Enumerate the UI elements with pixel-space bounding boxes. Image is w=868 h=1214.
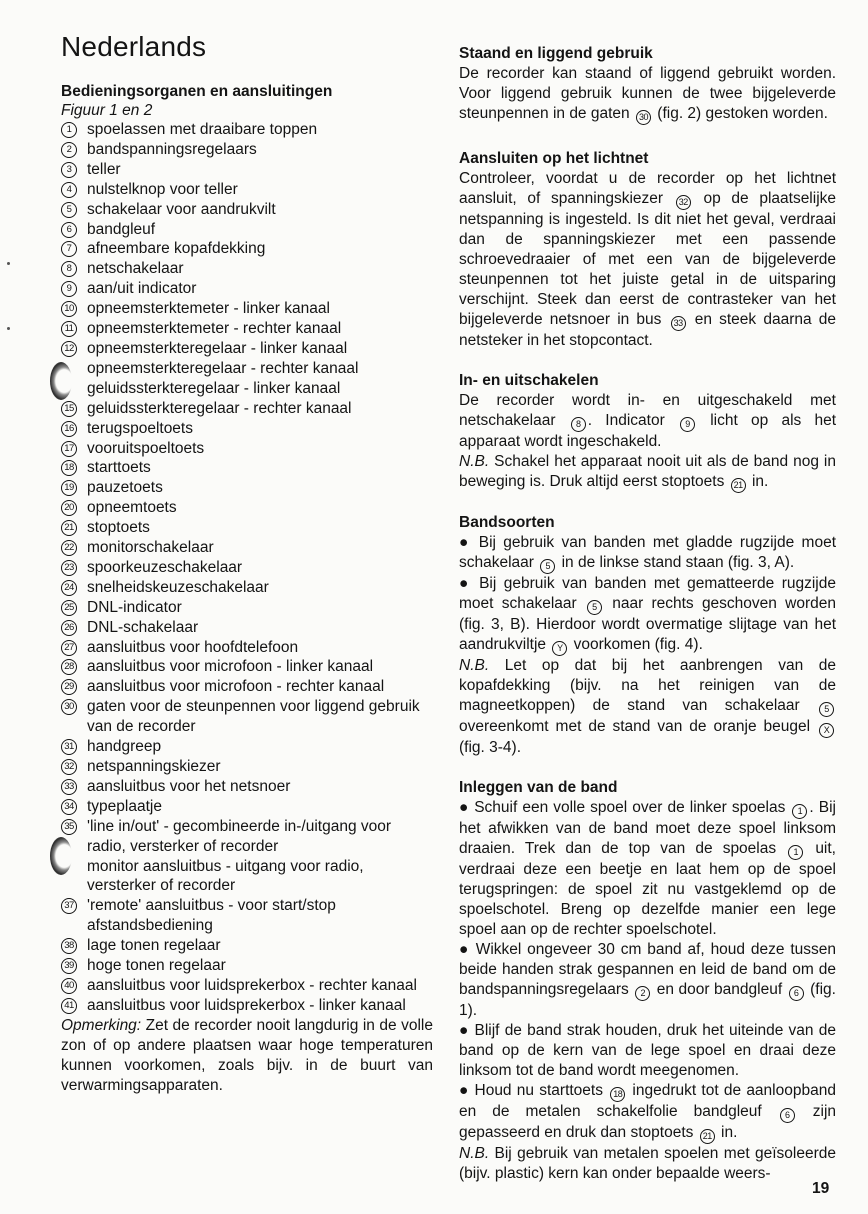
ref-number: 21	[731, 478, 746, 493]
item-number: 5	[61, 202, 77, 218]
section-heading: In- en uitschakelen	[459, 372, 599, 389]
bullet-icon: ●	[459, 1022, 470, 1039]
item-number: 30	[61, 699, 77, 715]
text-span: (fig. 3-4).	[459, 739, 522, 756]
controls-heading: Bedieningsorganen en aansluitingen	[61, 83, 333, 100]
item-number: 17	[61, 441, 77, 457]
control-list-item	[61, 737, 433, 757]
bullet-icon: ●	[459, 941, 470, 958]
control-list-item	[61, 220, 433, 240]
control-list-item	[61, 339, 433, 359]
item-number: 4	[61, 182, 77, 198]
punch-mark-icon	[7, 327, 10, 330]
ref-number: 5	[587, 600, 602, 615]
item-text: lage tonen regelaar	[87, 937, 221, 955]
item-number: 37	[61, 898, 77, 914]
item-number: 7	[61, 241, 77, 257]
section-text	[459, 391, 836, 452]
text-span: in.	[721, 1124, 738, 1141]
item-text: monitor aansluitbus - uitgang voor radio, versterker of recorder	[87, 857, 364, 895]
bullet-paragraph	[459, 533, 836, 574]
item-number: 1	[61, 122, 77, 138]
text-span: Bij gebruik van metalen spoelen met geïsoleerde (bijv. plastic) kern kan onder bepaalde weers-	[459, 1145, 836, 1182]
item-text: opneemsterktemeter - linker kanaal	[87, 300, 330, 318]
ref-number: 2	[635, 986, 650, 1001]
control-list-item	[61, 279, 433, 299]
control-list-item	[61, 180, 433, 200]
ref-letter: Y	[552, 641, 567, 656]
text-span: in de linkse stand staan (fig. 3, A).	[561, 554, 795, 571]
ref-number: 6	[780, 1108, 795, 1123]
item-number: 8	[61, 261, 77, 277]
item-number: 32	[61, 759, 77, 775]
note-label: N.B.	[459, 657, 490, 674]
control-list-item	[61, 518, 433, 538]
item-text: opneemtoets	[87, 499, 177, 517]
text-span: Bij gebruik van banden met gematteerde rugzijde moet schakelaar	[459, 575, 836, 612]
item-number: 38	[61, 938, 77, 954]
item-number: 34	[61, 799, 77, 815]
item-text: aansluitbus voor microfoon - rechter kanaal	[87, 678, 385, 696]
item-number: 6	[61, 222, 77, 238]
control-list-item	[61, 419, 433, 439]
item-number: 19	[61, 480, 77, 496]
control-list-item	[61, 578, 433, 598]
control-list-item	[61, 120, 433, 140]
text-span: en steek daarna de netsteker in het stopcontact.	[459, 311, 836, 349]
control-list-item	[61, 379, 433, 399]
text-span: . Indicator	[587, 412, 665, 429]
remark-text: Zet de recorder nooit langdurig in de volle zon of op andere plaatsen waar hoge temperaturen kunnen voorkomen, zoals bijv. in de buurt van verwarmingsapparaten.	[61, 1017, 433, 1094]
bullet-paragraph	[459, 1081, 836, 1144]
control-list-item	[61, 777, 433, 797]
text-span: en door bandgleuf	[656, 981, 783, 998]
text-span: Schakel het apparaat nooit uit als de band nog in beweging is. Druk altijd eerst stoptoets	[459, 453, 836, 490]
item-number: 40	[61, 978, 77, 994]
item-number: 10	[61, 301, 77, 317]
bullet-icon: ●	[459, 799, 470, 816]
control-list-item	[61, 299, 433, 319]
text-span: Houd nu starttoets	[474, 1082, 603, 1099]
item-text: terugspoeltoets	[87, 419, 193, 437]
bullet-icon: ●	[459, 1082, 470, 1099]
control-list-item	[61, 359, 433, 379]
item-text: starttoets	[87, 459, 151, 477]
item-text: gaten voor de steunpennen voor liggend gebruik van de recorder	[87, 698, 420, 736]
item-text: DNL-indicator	[87, 598, 182, 616]
text-span: overeenkomt met de stand van de oranje beugel	[459, 718, 811, 735]
item-number: 21	[61, 520, 77, 536]
item-number: 39	[61, 958, 77, 974]
remark-label: Opmerking:	[61, 1017, 142, 1034]
control-list-item	[61, 319, 433, 339]
binder-hole-icon	[50, 837, 72, 875]
item-number: 35	[61, 819, 77, 835]
ref-number: 21	[700, 1129, 715, 1144]
remark-paragraph	[61, 1016, 433, 1096]
control-list-item	[61, 160, 433, 180]
item-text: 'line in/out' - gecombineerde in-/uitgang voor radio, versterker of recorder	[87, 817, 392, 855]
page-number: 19	[812, 1180, 830, 1197]
text-span: Bij gebruik van banden met gladde rugzijde moet schakelaar	[459, 534, 836, 571]
text-span: ingedrukt tot de aanloopband en de metalen schakelfolie bandgleuf	[459, 1082, 836, 1120]
section-heading: Inleggen van de band	[459, 779, 618, 796]
text-span: De recorder wordt in- en uitgeschakeld met netschakelaar	[459, 392, 836, 429]
item-number: 3	[61, 162, 77, 178]
binder-hole-icon	[50, 362, 72, 400]
item-text: pauzetoets	[87, 479, 163, 497]
ref-number: 1	[788, 845, 803, 860]
item-text: geluidssterkteregelaar - rechter kanaal	[87, 399, 352, 417]
item-text: opneemsterkteregelaar - rechter kanaal	[87, 359, 359, 377]
control-list-item	[61, 259, 433, 279]
item-text: typeplaatje	[87, 797, 162, 815]
control-list-item	[61, 697, 433, 737]
item-text: netspanningskiezer	[87, 758, 221, 775]
control-list-item	[61, 817, 433, 857]
item-text: DNL-schakelaar	[87, 618, 199, 636]
control-list-item	[61, 239, 433, 259]
right-column	[459, 44, 836, 1184]
text-span: Controleer, voordat u de recorder op het lichtnet aansluit, of spanningskiezer	[459, 170, 836, 207]
control-list-item	[61, 936, 433, 956]
text-span: voorkomen (fig. 4).	[573, 636, 703, 653]
control-list-item	[61, 558, 433, 578]
section-heading: Aansluiten op het lichtnet	[459, 150, 649, 167]
ref-number: 32	[676, 195, 691, 210]
control-list-item	[61, 896, 433, 936]
text-span: De recorder kan staand of liggend gebruikt worden. Voor liggend gebruik kunnen de twee bijgeleverde steunpennen in de gaten	[459, 65, 836, 122]
item-number: 24	[61, 580, 77, 596]
item-text: handgreep	[87, 738, 162, 756]
ref-number: 9	[680, 417, 695, 432]
control-list-item	[61, 439, 433, 459]
control-list-item	[61, 498, 433, 518]
item-text: hoge tonen regelaar	[87, 957, 226, 975]
section-text	[459, 169, 836, 351]
text-span: op de plaatselijke netspanning is ingesteld. Is dit niet het geval, verdraai dan de spanningskiezer met een passende schroevedraaier of met een van de bijgeleverde steunpennen tot het juiste getal in de uitsparing verschijnt. Steek dan eerst de contrasteker van het bijgeleverde netsnoer in bus	[459, 190, 837, 328]
item-text: aansluitbus voor luidsprekerbox - linker kanaal	[87, 996, 406, 1014]
ref-number: 33	[671, 316, 686, 331]
item-text: aansluitbus voor hoofdtelefoon	[87, 638, 299, 656]
control-list-item	[61, 618, 433, 638]
bullet-icon: ●	[459, 534, 472, 551]
section-heading: Staand en liggend gebruik	[459, 45, 653, 62]
section-note	[459, 1144, 836, 1184]
control-list-item	[61, 976, 433, 996]
item-number: 41	[61, 998, 77, 1014]
item-number: 20	[61, 500, 77, 516]
item-text: nulstelknop voor teller	[87, 180, 238, 198]
item-text: vooruitspoeltoets	[87, 439, 205, 457]
control-list-item	[61, 399, 433, 419]
item-number: 28	[61, 659, 77, 675]
text-span: naar rechts geschoven worden (fig. 3, B). Hierdoor wordt overmatige slijtage van het aandrukviltje	[459, 595, 836, 653]
text-span: in.	[751, 473, 769, 490]
control-list-item	[61, 797, 433, 817]
note-label: N.B.	[459, 453, 490, 470]
item-number: 2	[61, 142, 77, 158]
item-number: 11	[61, 321, 77, 337]
item-text: afneembare kopafdekking	[87, 240, 266, 258]
control-list-item	[61, 956, 433, 976]
item-number: 31	[61, 739, 77, 755]
item-text: spoelassen met draaibare toppen	[87, 121, 318, 138]
item-text: aansluitbus voor luidsprekerbox - rechter kanaal	[87, 976, 417, 994]
item-number: 29	[61, 679, 77, 695]
control-list-item	[61, 140, 433, 160]
ref-number: 18	[610, 1087, 625, 1102]
bullet-icon: ●	[459, 575, 472, 592]
item-number: 26	[61, 620, 77, 636]
ref-number: 6	[789, 986, 804, 1001]
text-span: zijn gepasseerd en druk dan stoptoets	[459, 1103, 837, 1141]
control-list-item	[61, 996, 433, 1016]
item-text: teller	[87, 160, 121, 178]
bullet-paragraph	[459, 1021, 836, 1081]
control-list-item	[61, 598, 433, 618]
item-text: opneemsterkteregelaar - linker kanaal	[87, 339, 348, 357]
item-text: 'remote' aansluitbus - voor start/stop afstandsbediening	[87, 897, 336, 935]
ref-number: 30	[636, 110, 651, 125]
item-text: aansluitbus voor microfoon - linker kanaal	[87, 658, 374, 676]
item-number: 16	[61, 421, 77, 437]
bullet-paragraph	[459, 798, 836, 940]
item-number: 27	[61, 640, 77, 656]
item-text: aansluitbus voor het netsnoer	[87, 777, 291, 795]
page-title: Nederlands	[61, 31, 207, 62]
item-number: 9	[61, 281, 77, 297]
ref-number: 8	[571, 417, 586, 432]
ref-number: 5	[819, 702, 834, 717]
item-text: bandgleuf	[87, 220, 156, 238]
text-span: Wikkel ongeveer 30 cm band af, houd deze tussen beide handen strak gespannen en leid de band om de bandspanningsregelaars	[459, 941, 836, 998]
text-span: Schuif een volle spoel over de linker spoelas	[474, 799, 786, 816]
item-number: 12	[61, 341, 77, 357]
item-number: 23	[61, 560, 77, 576]
text-span: (fig. 1).	[459, 981, 836, 1019]
control-list-item	[61, 757, 433, 777]
ref-number: 1	[792, 804, 807, 819]
text-span: (fig. 2) gestoken worden.	[657, 105, 828, 122]
control-list-item	[61, 657, 433, 677]
text-span: uit, verdraai deze een beetje en laat hem op de spoel terugspringen: de spoel zit nu vastgeklemd op de spoelschotel. Breng op dezelfde manier een lege spoel aan op de rechter spoelschotel.	[459, 840, 836, 938]
control-list-item	[61, 458, 433, 478]
item-text: opneemsterktemeter - rechter kanaal	[87, 320, 342, 338]
item-number: 15	[61, 401, 77, 417]
item-number: 22	[61, 540, 77, 556]
ref-letter: X	[819, 723, 834, 738]
figure-reference: Figuur 1 en 2	[61, 102, 153, 119]
control-list-item	[61, 857, 433, 897]
control-list-item	[61, 478, 433, 498]
item-text: aan/uit indicator	[87, 280, 197, 298]
item-number: 33	[61, 779, 77, 795]
item-text: netschakelaar	[87, 260, 184, 278]
control-list-item	[61, 538, 433, 558]
section-note	[459, 656, 836, 758]
item-text: spoorkeuzeschakelaar	[87, 558, 243, 576]
text-span: licht op als het apparaat wordt ingeschakeld.	[459, 412, 837, 450]
item-text: monitorschakelaar	[87, 539, 214, 557]
item-number: 18	[61, 460, 77, 476]
text-span: Let op dat bij het aanbrengen van de kopafdekking (bijv. na het reinigen van de magneetkoppen) de stand van schakelaar	[459, 657, 836, 714]
item-text: bandspanningsregelaars	[87, 140, 257, 158]
ref-number: 5	[540, 559, 555, 574]
item-text: schakelaar voor aandrukvilt	[87, 200, 276, 218]
item-text: geluidssterkteregelaar - linker kanaal	[87, 379, 341, 397]
note-label: N.B.	[459, 1145, 490, 1162]
item-text: stoptoets	[87, 519, 150, 537]
control-list-item	[61, 638, 433, 658]
item-text: snelheidskeuzeschakelaar	[87, 578, 269, 596]
control-list-item	[61, 677, 433, 697]
item-number: 25	[61, 600, 77, 616]
controls-list	[61, 120, 433, 1016]
control-list-item	[61, 200, 433, 220]
bullet-paragraph	[459, 940, 836, 1021]
text-span: Blijf de band strak houden, druk het uiteinde van de band op de kern van de lege spoel en draai deze linksom tot de band wordt meegenomen.	[459, 1022, 836, 1079]
section-heading: Bandsoorten	[459, 514, 555, 531]
section-text	[459, 64, 836, 125]
text-span: . Bij het afwikken van de band moet deze spoel linksom draaien. Trek dan de top van de spoelas	[459, 799, 836, 857]
bullet-paragraph	[459, 574, 836, 656]
punch-mark-icon	[7, 262, 10, 265]
section-note	[459, 452, 836, 493]
